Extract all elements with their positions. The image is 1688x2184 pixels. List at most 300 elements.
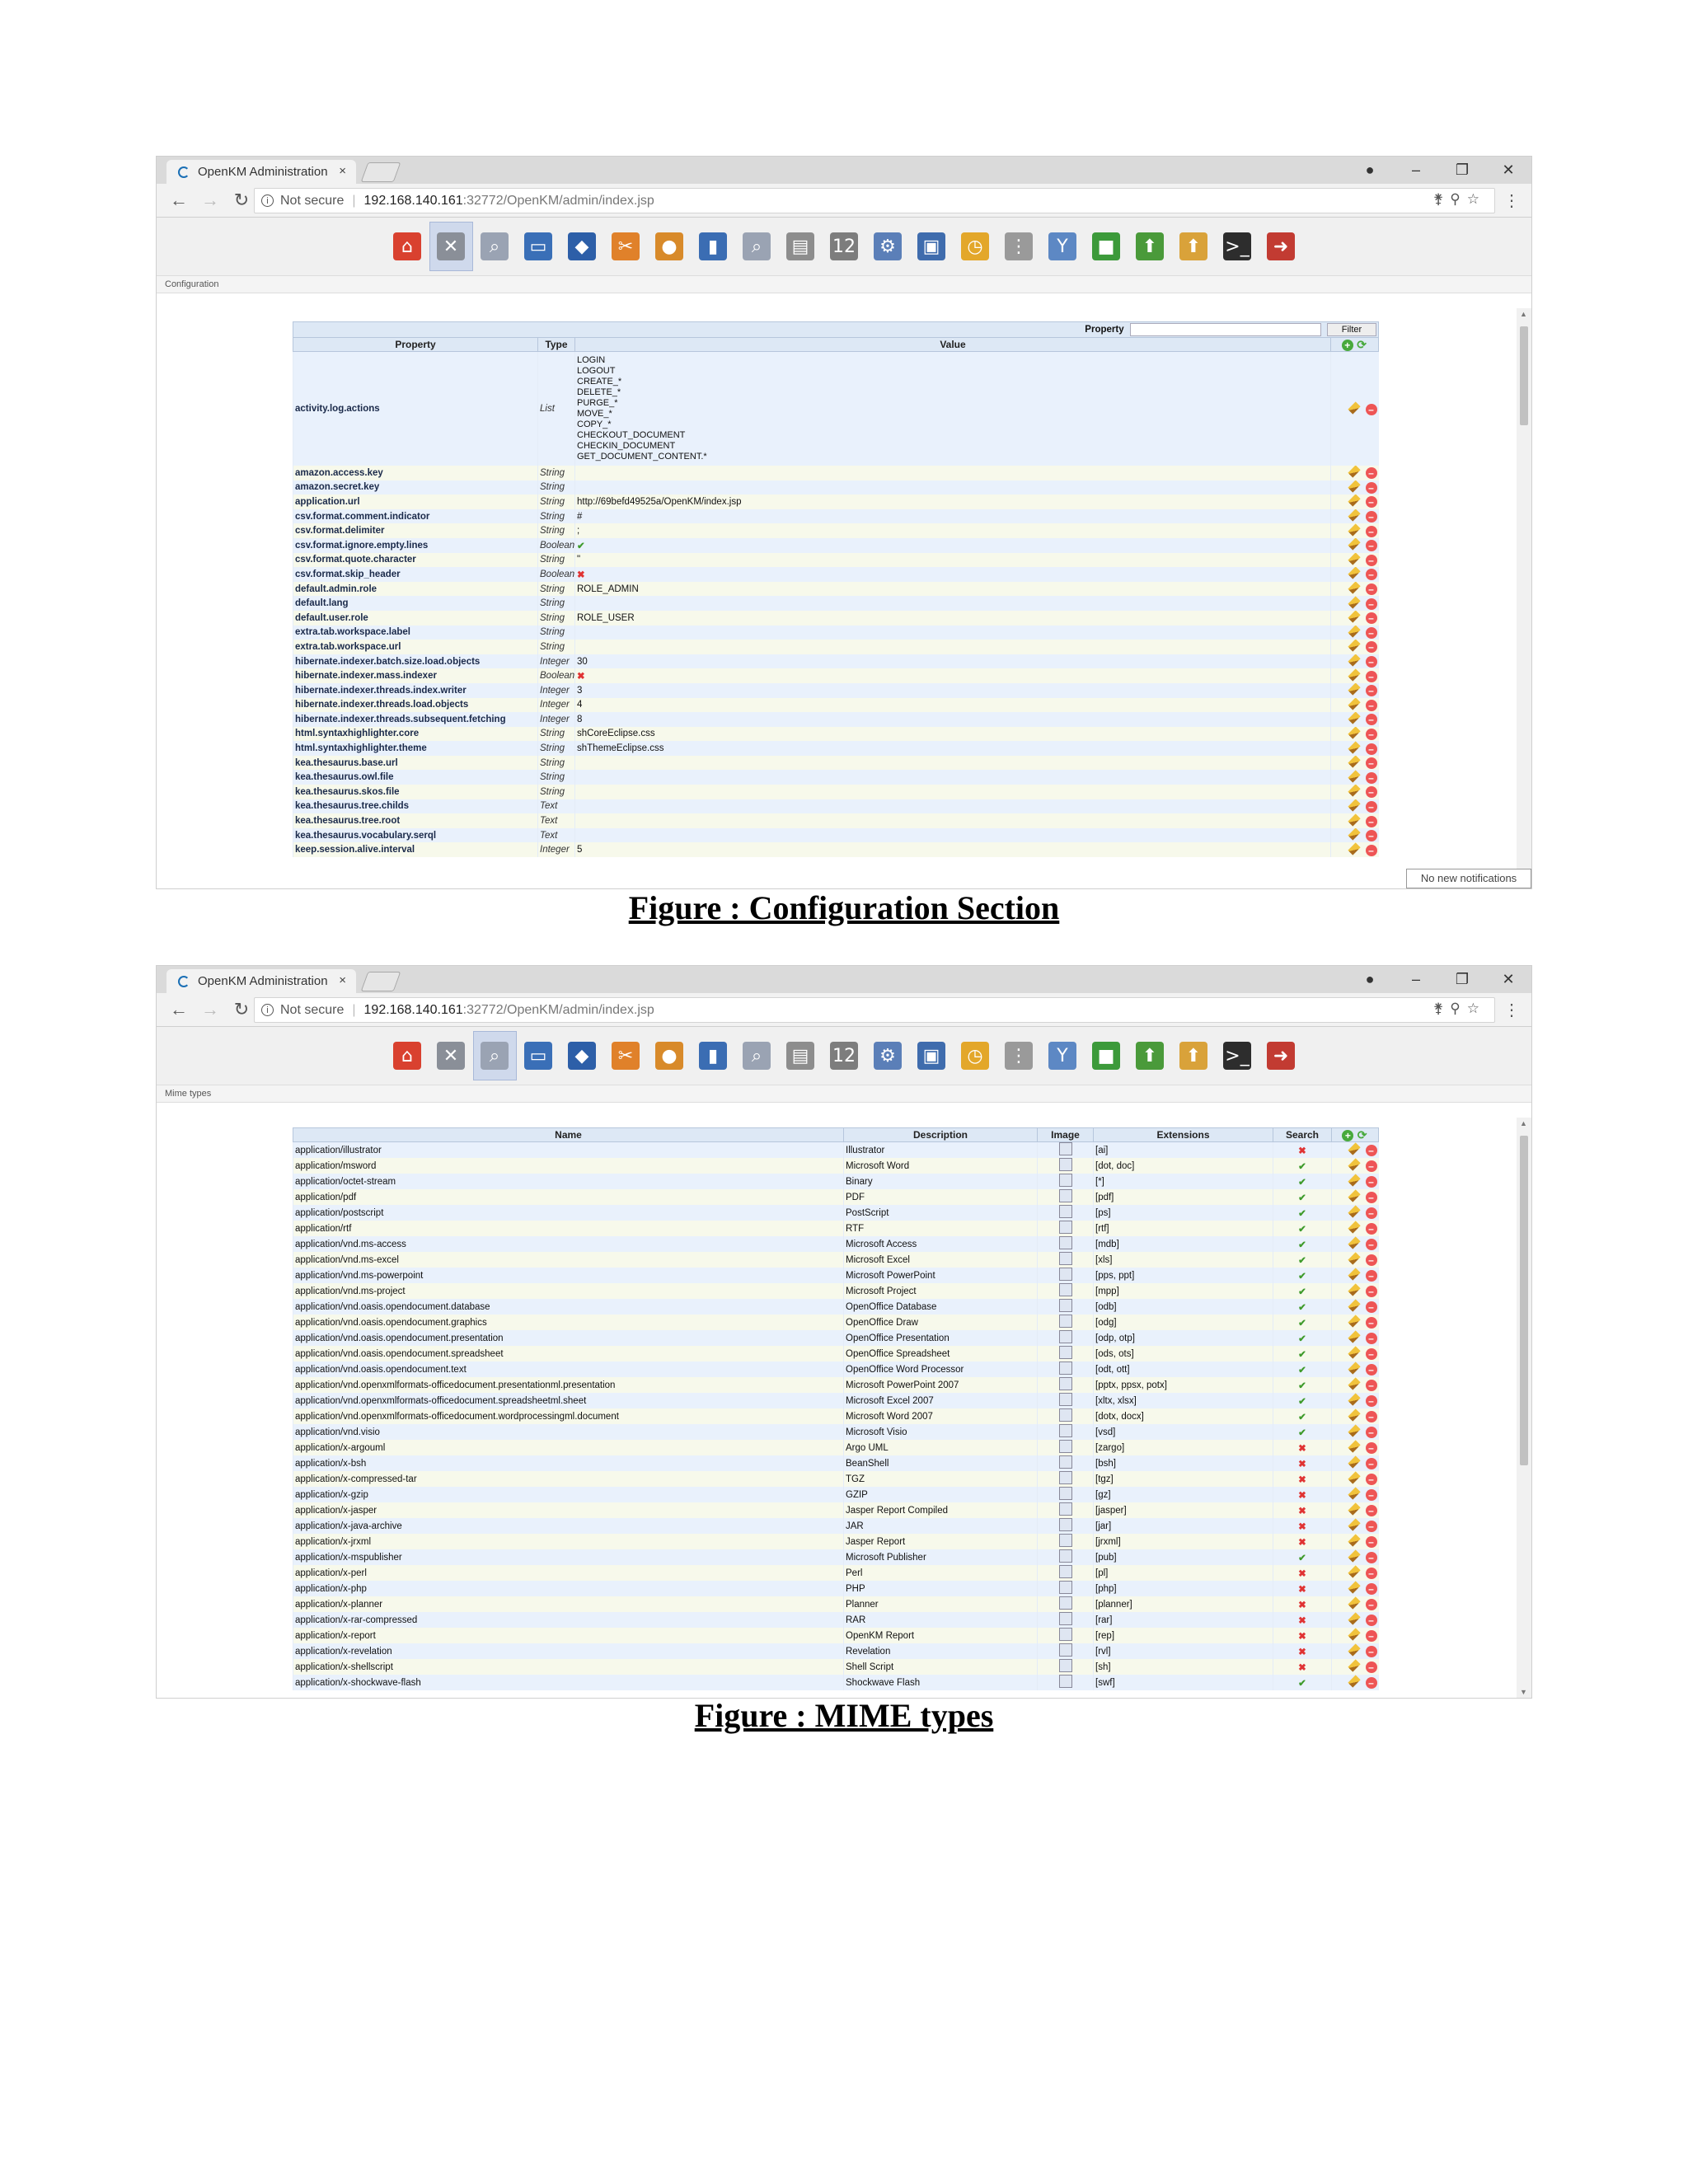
delete-icon[interactable]: – (1366, 1615, 1377, 1626)
toolbar-button[interactable] (779, 1031, 823, 1080)
minimize-icon[interactable]: – (1411, 971, 1420, 987)
edit-icon[interactable] (1348, 1487, 1360, 1499)
omnibox-actions[interactable]: ⚵⚲☆ (1432, 1001, 1486, 1016)
delete-icon[interactable]: – (1366, 612, 1377, 624)
edit-icon[interactable] (1348, 1268, 1360, 1280)
delete-icon[interactable]: – (1366, 757, 1377, 769)
mime-row (293, 1424, 1379, 1440)
edit-icon[interactable] (1348, 1315, 1360, 1327)
search-disabled-icon: ✖ (1273, 1487, 1332, 1502)
delete-icon[interactable]: – (1366, 1474, 1377, 1485)
row-actions (1332, 1534, 1379, 1549)
mime-type-icon (1059, 1643, 1072, 1657)
row-actions (1330, 466, 1378, 480)
toolbar-button[interactable] (429, 222, 473, 271)
scroll-up-icon[interactable]: ▲ (1520, 310, 1527, 318)
toolbar-button[interactable] (823, 1031, 866, 1080)
property-name: kea.thesaurus.vocabulary.serql (293, 828, 538, 843)
edit-icon[interactable] (1348, 1440, 1360, 1452)
mime-image-cell (1038, 1471, 1094, 1487)
edit-icon[interactable] (1348, 1534, 1360, 1546)
edit-icon[interactable] (1348, 1377, 1360, 1390)
edit-icon[interactable] (1348, 1330, 1360, 1343)
reload-icon[interactable]: ↻ (233, 190, 250, 210)
mime-type-icon (1059, 1252, 1072, 1265)
mime-name: application/vnd.openxmlformats-officedocument.spreadsheetml.sheet (293, 1393, 844, 1408)
tab-close-icon[interactable]: × (339, 973, 346, 987)
delete-icon[interactable]: – (1366, 1489, 1377, 1501)
delete-icon[interactable]: – (1366, 1536, 1377, 1548)
property-name: keep.session.alive.interval (293, 842, 538, 857)
property-name: hibernate.indexer.threads.subsequent.fetching (293, 712, 538, 727)
edit-icon[interactable] (1348, 1346, 1360, 1358)
search-enabled-icon: ✔ (1273, 1236, 1332, 1252)
edit-icon[interactable] (1348, 523, 1360, 536)
delete-icon[interactable]: – (1366, 1395, 1377, 1407)
mime-image-cell (1038, 1502, 1094, 1518)
property-value: ROLE_ADMIN (575, 582, 1331, 597)
edit-icon[interactable] (1348, 1221, 1360, 1233)
toolbar-button[interactable] (517, 1031, 560, 1080)
row-actions (1332, 1628, 1379, 1643)
edit-icon[interactable] (1348, 1142, 1360, 1155)
edit-icon[interactable] (1348, 611, 1360, 623)
delete-icon[interactable]: – (1366, 830, 1377, 841)
delete-icon[interactable]: – (1366, 685, 1377, 696)
omnibox-actions[interactable]: ⚵⚲☆ (1432, 191, 1486, 207)
property-type: String (538, 727, 575, 742)
delete-icon[interactable]: – (1366, 1661, 1377, 1673)
delete-icon[interactable]: – (1366, 1333, 1377, 1344)
close-window-icon[interactable]: ✕ (1502, 971, 1515, 987)
property-value: 3 (575, 683, 1331, 698)
delete-icon[interactable]: – (1366, 1677, 1377, 1689)
mime-header-row (293, 1128, 1379, 1142)
toolbar-button[interactable] (473, 1031, 517, 1080)
edit-icon[interactable] (1348, 1158, 1360, 1170)
row-actions (1330, 596, 1378, 611)
edit-icon[interactable] (1348, 712, 1360, 724)
edit-icon[interactable] (1348, 799, 1360, 812)
toolbar-button[interactable] (692, 1031, 735, 1080)
delete-icon[interactable]: – (1366, 467, 1377, 479)
delete-icon[interactable]: – (1366, 786, 1377, 798)
delete-icon[interactable]: – (1366, 598, 1377, 610)
delete-icon[interactable]: – (1366, 627, 1377, 639)
delete-icon[interactable]: – (1366, 714, 1377, 725)
toolbar-button[interactable] (779, 222, 823, 271)
edit-icon[interactable] (1348, 727, 1360, 739)
delete-icon[interactable]: – (1366, 1317, 1377, 1329)
edit-icon[interactable] (1348, 1643, 1360, 1656)
window-controls (1347, 966, 1531, 993)
property-type: Integer (538, 698, 575, 713)
delete-icon[interactable]: – (1366, 482, 1377, 494)
filter-icon: Y (1048, 232, 1076, 260)
property-name: kea.thesaurus.tree.root (293, 813, 538, 828)
mime-image-cell (1038, 1252, 1094, 1268)
back-icon[interactable]: ← (170, 190, 188, 210)
config-header-row (293, 338, 1379, 352)
property-type: Boolean (538, 668, 575, 683)
add-property-icon[interactable]: + (1342, 340, 1353, 351)
search-disabled-icon: ✖ (1273, 1502, 1332, 1518)
browser-menu-icon[interactable]: ⋮ (1503, 1001, 1520, 1019)
mime-description: Microsoft Excel 2007 (844, 1393, 1038, 1408)
mime-extensions: [planner] (1094, 1596, 1273, 1612)
toolbar-button[interactable] (954, 1031, 997, 1080)
property-type: String (538, 770, 575, 785)
toolbar-button[interactable] (1085, 222, 1128, 271)
mime-extensions: [mdb] (1094, 1236, 1273, 1252)
edit-icon[interactable] (1348, 813, 1360, 826)
toolbar-button[interactable] (429, 1031, 473, 1080)
row-actions (1332, 1502, 1379, 1518)
mime-type-icon (1059, 1612, 1072, 1625)
mime-extensions: [vsd] (1094, 1424, 1273, 1440)
url-bar[interactable] (254, 188, 1495, 213)
delete-icon[interactable]: – (1366, 404, 1377, 415)
edit-icon[interactable] (1348, 1659, 1360, 1671)
toolbar-button[interactable] (866, 1031, 910, 1080)
delete-icon[interactable]: – (1366, 1145, 1377, 1156)
edit-icon[interactable] (1348, 1596, 1360, 1609)
scrollbar-thumb[interactable] (1520, 1136, 1528, 1465)
edit-icon[interactable] (1348, 1299, 1360, 1311)
edit-icon[interactable] (1348, 640, 1360, 652)
delete-icon[interactable]: – (1366, 641, 1377, 653)
property-type: String (538, 640, 575, 654)
toolbar-button[interactable] (1128, 1031, 1172, 1080)
mime-image-cell (1038, 1330, 1094, 1346)
edit-icon[interactable] (1348, 741, 1360, 753)
property-name: kea.thesaurus.tree.childs (293, 799, 538, 814)
edit-icon[interactable] (1348, 401, 1360, 414)
edit-icon[interactable] (1348, 785, 1360, 797)
toolbar-button[interactable] (1085, 1031, 1128, 1080)
delete-icon[interactable]: – (1366, 1348, 1377, 1360)
delete-icon[interactable]: – (1366, 1505, 1377, 1516)
search-enabled-icon: ✔ (1273, 1361, 1332, 1377)
delete-icon[interactable]: – (1366, 729, 1377, 740)
delete-icon[interactable]: – (1366, 1286, 1377, 1297)
edit-icon[interactable] (1348, 1518, 1360, 1530)
toolbar-button[interactable] (648, 1031, 692, 1080)
edit-icon[interactable] (1348, 770, 1360, 782)
vertical-scrollbar[interactable] (1517, 1118, 1531, 1698)
config-row (293, 756, 1379, 771)
filter-label: Property (1085, 325, 1124, 335)
back-icon[interactable]: ← (170, 999, 188, 1019)
edit-icon[interactable] (1348, 1205, 1360, 1217)
delete-icon[interactable]: – (1366, 700, 1377, 711)
url-bar[interactable] (254, 997, 1495, 1023)
config-row (293, 611, 1379, 626)
edit-icon[interactable] (1348, 1189, 1360, 1202)
mime-image-cell (1038, 1534, 1094, 1549)
toolbar-button[interactable] (910, 222, 954, 271)
edit-icon[interactable] (1348, 553, 1360, 565)
import-icon: ⬆ (1136, 1042, 1164, 1070)
toolbar-button[interactable] (1041, 222, 1085, 271)
edit-icon[interactable] (1348, 1628, 1360, 1640)
search-enabled-icon: ✔ (1273, 1346, 1332, 1361)
mime-type-icon (1059, 1408, 1072, 1422)
delete-icon[interactable]: – (1366, 845, 1377, 856)
mime-image-cell (1038, 1299, 1094, 1315)
toolbar-button[interactable] (997, 1031, 1041, 1080)
mime-image-cell (1038, 1487, 1094, 1502)
row-actions (1332, 1205, 1379, 1221)
row-actions (1332, 1377, 1379, 1393)
delete-icon[interactable]: – (1366, 1160, 1377, 1172)
toolbar-button[interactable] (604, 1031, 648, 1080)
delete-icon[interactable]: – (1366, 526, 1377, 537)
edit-icon[interactable] (1348, 1174, 1360, 1186)
tab-close-icon[interactable]: × (339, 164, 346, 178)
info-icon[interactable]: i (261, 194, 274, 207)
delete-icon[interactable]: – (1366, 1223, 1377, 1235)
edit-icon[interactable] (1348, 1283, 1360, 1296)
home-icon: ⌂ (393, 232, 421, 260)
refresh-icon[interactable]: ⟳ (1357, 337, 1367, 351)
new-tab-button[interactable] (361, 162, 401, 182)
browser-menu-icon[interactable]: ⋮ (1503, 192, 1520, 210)
delete-icon[interactable]: – (1366, 1192, 1377, 1203)
mime-type-icon (1059, 1440, 1072, 1453)
delete-icon[interactable]: – (1366, 1176, 1377, 1188)
toolbar-button[interactable] (1259, 1031, 1303, 1080)
toolbar-button[interactable] (560, 1031, 604, 1080)
edit-icon[interactable] (1348, 1581, 1360, 1593)
filter-input[interactable] (1130, 323, 1321, 336)
add-mime-icon[interactable]: + (1342, 1130, 1353, 1141)
delete-icon[interactable]: – (1366, 1630, 1377, 1642)
delete-icon[interactable]: – (1366, 816, 1377, 827)
toolbar-button[interactable] (735, 1031, 779, 1080)
property-value (575, 596, 1331, 611)
delete-icon[interactable]: – (1366, 1239, 1377, 1250)
delete-icon[interactable]: – (1366, 1364, 1377, 1376)
delete-icon[interactable]: – (1366, 1568, 1377, 1579)
forward-icon[interactable]: → (201, 999, 219, 1019)
delete-icon[interactable]: – (1366, 1207, 1377, 1219)
search-disabled-icon: ✖ (1273, 1518, 1332, 1534)
delete-icon[interactable]: – (1366, 1521, 1377, 1532)
mime-description: Illustrator (844, 1142, 1038, 1159)
row-actions (1330, 523, 1378, 538)
delete-icon[interactable]: – (1366, 569, 1377, 580)
row-actions (1330, 712, 1378, 727)
toolbar-button[interactable] (517, 222, 560, 271)
edit-icon[interactable] (1348, 1424, 1360, 1436)
edit-icon[interactable] (1348, 1471, 1360, 1483)
row-actions (1332, 1549, 1379, 1565)
reload-icon[interactable]: ↻ (233, 999, 250, 1019)
mime-image-cell (1038, 1659, 1094, 1675)
row-actions (1332, 1346, 1379, 1361)
toolbar-button[interactable] (1216, 1031, 1259, 1080)
mime-description: PostScript (844, 1205, 1038, 1221)
close-window-icon[interactable]: ✕ (1502, 162, 1515, 178)
toolbar-button[interactable] (386, 222, 429, 271)
delete-icon[interactable]: – (1366, 801, 1377, 813)
edit-icon[interactable] (1348, 1675, 1360, 1687)
edit-icon[interactable] (1348, 626, 1360, 638)
mime-description: OpenOffice Spreadsheet (844, 1346, 1038, 1361)
delete-icon[interactable]: – (1366, 1254, 1377, 1266)
scrollbar-thumb[interactable] (1520, 326, 1528, 425)
delete-icon[interactable]: – (1366, 496, 1377, 508)
scroll-up-icon[interactable]: ▲ (1520, 1119, 1527, 1127)
delete-icon[interactable]: – (1366, 511, 1377, 523)
delete-icon[interactable]: – (1366, 743, 1377, 755)
mime-image-cell (1038, 1189, 1094, 1205)
mime-row (293, 1158, 1379, 1174)
property-value (575, 640, 1331, 654)
property-type: Integer (538, 842, 575, 857)
edit-icon[interactable] (1348, 466, 1360, 478)
mime-name: application/x-java-archive (293, 1518, 844, 1534)
toolbar-button[interactable] (1259, 222, 1303, 271)
mime-description: PDF (844, 1189, 1038, 1205)
toolbar-button[interactable] (473, 222, 517, 271)
mime-image-cell (1038, 1221, 1094, 1236)
row-actions (1330, 785, 1378, 799)
browser-tab[interactable] (166, 969, 356, 993)
edit-icon[interactable] (1348, 1565, 1360, 1577)
toolbar-button[interactable] (1172, 222, 1216, 271)
info-icon[interactable]: i (261, 1004, 274, 1016)
delete-icon[interactable]: – (1366, 1270, 1377, 1282)
profile-icon[interactable]: ● (1365, 971, 1375, 987)
restore-icon[interactable]: ❐ (1455, 162, 1470, 178)
delete-icon[interactable]: – (1366, 1427, 1377, 1438)
edit-icon[interactable] (1348, 1252, 1360, 1264)
edit-icon[interactable] (1348, 1361, 1360, 1374)
edit-icon[interactable] (1348, 567, 1360, 579)
profile-icon[interactable]: ● (1365, 162, 1375, 178)
property-name: hibernate.indexer.threads.load.objects (293, 698, 538, 713)
toolbar-button[interactable] (1216, 222, 1259, 271)
edit-icon[interactable] (1348, 1612, 1360, 1624)
mime-extensions: [jasper] (1094, 1502, 1273, 1518)
toolbar-button[interactable] (648, 222, 692, 271)
mime-description: BeanShell (844, 1455, 1038, 1471)
forward-icon[interactable]: → (201, 190, 219, 210)
delete-icon[interactable]: – (1366, 1599, 1377, 1610)
mime-name: application/x-jrxml (293, 1534, 844, 1549)
delete-icon[interactable]: – (1366, 1583, 1377, 1595)
edit-icon[interactable] (1348, 1455, 1360, 1468)
mime-type-icon (1059, 1487, 1072, 1500)
property-type: Text (538, 813, 575, 828)
toolbar-button[interactable] (604, 222, 648, 271)
delete-icon[interactable]: – (1366, 1442, 1377, 1454)
toolbar-button[interactable] (910, 1031, 954, 1080)
delete-icon[interactable]: – (1366, 671, 1377, 682)
edit-icon[interactable] (1348, 1393, 1360, 1405)
property-value (575, 813, 1331, 828)
delete-icon[interactable]: – (1366, 1301, 1377, 1313)
vertical-scrollbar[interactable] (1517, 308, 1531, 888)
property-value (575, 466, 1331, 480)
edit-icon[interactable] (1348, 756, 1360, 768)
delete-icon[interactable]: – (1366, 656, 1377, 668)
delete-icon[interactable]: – (1366, 1411, 1377, 1422)
config-row (293, 582, 1379, 597)
edit-icon[interactable] (1348, 582, 1360, 594)
edit-icon[interactable] (1348, 509, 1360, 522)
toolbar-button[interactable] (954, 222, 997, 271)
toolbar-button[interactable] (823, 222, 866, 271)
edit-icon[interactable] (1348, 1408, 1360, 1421)
edit-icon[interactable] (1348, 828, 1360, 841)
edit-icon[interactable] (1348, 480, 1360, 493)
scroll-down-icon[interactable]: ▼ (1520, 1688, 1527, 1696)
mime-row (293, 1612, 1379, 1628)
mime-description: OpenKM Report (844, 1628, 1038, 1643)
delete-icon[interactable]: – (1366, 772, 1377, 784)
edit-icon[interactable] (1348, 1549, 1360, 1562)
edit-icon[interactable] (1348, 698, 1360, 710)
toolbar-button[interactable] (692, 222, 735, 271)
toolbar-button[interactable] (1128, 222, 1172, 271)
toolbar-button[interactable] (560, 222, 604, 271)
filter-button[interactable] (1327, 323, 1376, 336)
delete-icon[interactable]: – (1366, 540, 1377, 551)
new-tab-button[interactable] (361, 972, 401, 991)
mime-description: Microsoft Visio (844, 1424, 1038, 1440)
edit-icon[interactable] (1348, 494, 1360, 507)
restore-icon[interactable]: ❐ (1455, 971, 1470, 987)
edit-icon[interactable] (1348, 1502, 1360, 1515)
row-actions (1330, 640, 1378, 654)
delete-icon[interactable]: – (1366, 1380, 1377, 1391)
delete-icon[interactable]: – (1366, 1458, 1377, 1469)
edit-icon[interactable] (1348, 683, 1360, 696)
edit-icon[interactable] (1348, 1236, 1360, 1249)
delete-icon[interactable]: – (1366, 583, 1377, 595)
delete-icon[interactable]: – (1366, 1646, 1377, 1657)
mime-row (293, 1502, 1379, 1518)
browser-tab[interactable] (166, 160, 356, 184)
mime-row (293, 1299, 1379, 1315)
delete-icon[interactable]: – (1366, 1552, 1377, 1563)
delete-icon[interactable]: – (1366, 555, 1377, 566)
edit-icon[interactable] (1348, 596, 1360, 608)
toolbar-button[interactable] (735, 222, 779, 271)
mime-extensions: [tgz] (1094, 1471, 1273, 1487)
toolbar-button[interactable] (997, 222, 1041, 271)
edit-icon[interactable] (1348, 654, 1360, 667)
toolbar-button[interactable] (386, 1031, 429, 1080)
refresh-icon[interactable]: ⟳ (1357, 1127, 1367, 1141)
toolbar-button[interactable] (866, 222, 910, 271)
edit-icon[interactable] (1348, 668, 1360, 681)
minimize-icon[interactable]: – (1411, 162, 1420, 178)
admin-toolbar (157, 218, 1531, 275)
edit-icon[interactable] (1348, 842, 1360, 855)
search-disabled-icon: ✖ (1273, 1440, 1332, 1455)
property-name: kea.thesaurus.skos.file (293, 785, 538, 799)
property-type: Boolean (538, 538, 575, 553)
toolbar-button[interactable] (1172, 1031, 1216, 1080)
row-actions (1332, 1408, 1379, 1424)
mime-type-icon (1059, 1659, 1072, 1672)
toolbar-button[interactable] (1041, 1031, 1085, 1080)
edit-icon[interactable] (1348, 538, 1360, 551)
